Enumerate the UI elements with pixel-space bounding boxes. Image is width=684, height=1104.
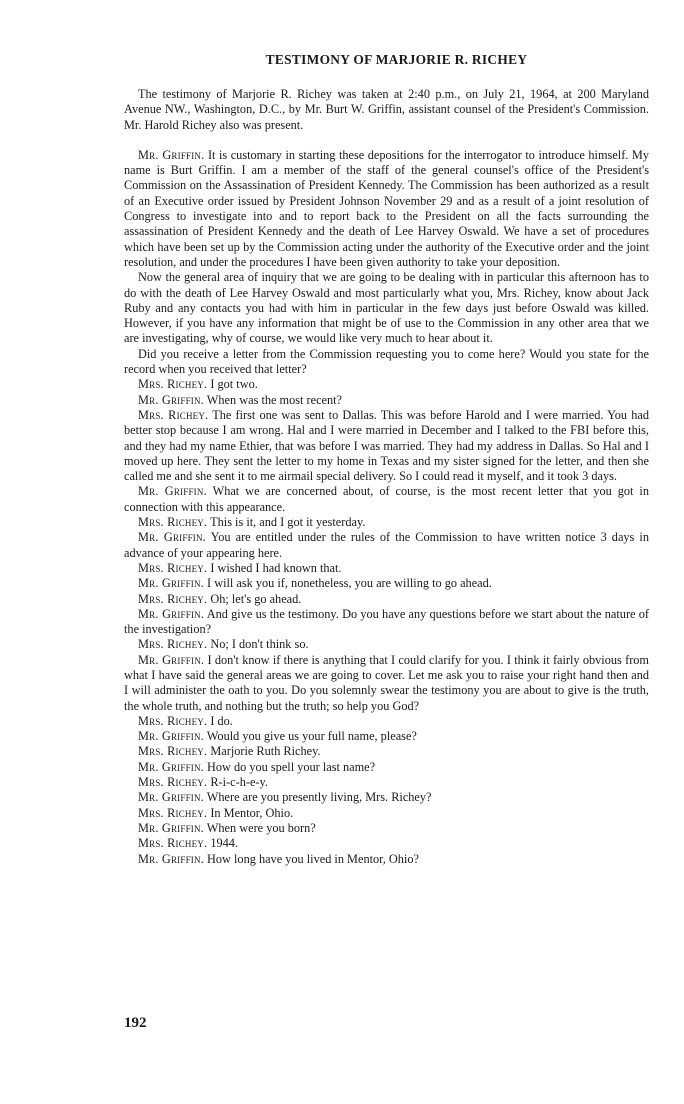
testimony-paragraph [124,836,649,851]
speaker-label: Mr. Griffin. [138,851,204,866]
testimony-paragraph [124,760,649,775]
paragraph-text: When was the most recent? [203,392,343,407]
testimony-body [124,148,649,867]
paragraph-text: Where are you presently living, Mrs. Richey? [203,790,432,805]
speaker-label: Mrs. Richey. [138,805,208,820]
paragraph-text: Did you receive a letter from the Commission requesting you to come here? Would you state for the record when you received that letter? [124,346,649,377]
speaker-label: Mr. Griffin. [138,729,204,744]
testimony-paragraph [124,607,649,638]
testimony-paragraph [124,393,649,408]
document-page [124,52,649,867]
speaker-label: Mrs. Richey. [138,560,208,575]
paragraph-text: How long have you lived in Mentor, Ohio? [203,851,419,866]
testimony-paragraph [124,653,649,714]
speaker-label: Mr. Griffin. [138,392,204,407]
testimony-paragraph [124,377,649,392]
testimony-paragraph [124,561,649,576]
speaker-label: Mr. Griffin. [138,759,204,774]
testimony-paragraph [124,744,649,759]
speaker-label: Mrs. Richey. [138,744,208,759]
speaker-label: Mr. Griffin. [138,606,205,621]
paragraph-text: And give us the testimony. Do you have any questions before we start about the nature of the investigation? [124,606,649,637]
intro-paragraph: The testimony of Marjorie R. Richey was taken at 2:40 p.m., on July 21, 1964, at 200 Maryland Avenue NW., Washington, D.C., by Mr. Burt W. Griffin, assistant counsel of the President's Commission. Mr. Harold Richey also was present. [124,87,649,132]
paragraph-text: I will ask you if, nonetheless, you are willing to go ahead. [203,576,492,591]
speaker-label: Mrs. Richey. [138,515,208,530]
testimony-paragraph [124,637,649,652]
paragraph-text: When were you born? [203,820,316,835]
testimony-paragraph [124,270,649,346]
paragraph-text: Now the general area of inquiry that we are going to be dealing with in particular this afternoon has to do with the death of Lee Harvey Oswald and most particularly what you, Mrs. Richey, know about Jack Ruby and any contacts you had with him in particular in the few days just before Oswald was killed. However, if you have any information that might be of use to the Commission in any other area that we are investigating, why of course, we would like very much to hear about it. [124,270,649,346]
testimony-paragraph [124,347,649,378]
speaker-label: Mr. Griffin. [138,790,204,805]
speaker-label: Mrs. Richey. [138,591,208,606]
testimony-paragraph [124,148,649,270]
speaker-label: Mrs. Richey. [138,836,208,851]
testimony-paragraph [124,530,649,561]
testimony-paragraph [124,821,649,836]
page-title: TESTIMONY OF MARJORIE R. RICHEY [265,52,528,67]
paragraph-text: How do you spell your last name? [203,759,376,774]
speaker-label: Mr. Griffin. [138,576,204,591]
testimony-paragraph [124,576,649,591]
speaker-label: Mr. Griffin. [138,820,204,835]
speaker-label: Mrs. Richey. [138,377,208,392]
testimony-paragraph [124,852,649,867]
paragraph-text: I wished I had known that. [207,560,342,575]
speaker-label: Mr. Griffin. [138,147,205,162]
speaker-label: Mrs. Richey. [138,637,208,652]
speaker-label: Mrs. Richey. [138,407,209,422]
speaker-label: Mr. Griffin. [138,530,206,545]
paragraph-text: It is customary in starting these depositions for the interrogator to introduce himself. My name is Burt Griffin. I am a member of the staff of the general counsel's office of the President's Commission on the Assassination of President Kennedy. The Commission has been authorized as a result of an Executive order issued by President Johnson November 29 and as a result of a joint resolution of Congress to investigate into and to report back to the President on all the facts surrounding the assassination of President Kennedy and the death of Lee Harvey Oswald. We have a set of procedures which have been set up by the Commission acting under the authority of the Executive order and the joint resolution, and under the procedures I have been given authority to take your deposition. [124,147,649,269]
page-number: 192 [124,1015,147,1031]
paragraph-text: 1944. [207,836,239,851]
paragraph-text: No; I don't think so. [207,637,309,652]
testimony-paragraph [124,806,649,821]
testimony-paragraph [124,515,649,530]
paragraph-text: Marjorie Ruth Richey. [207,744,321,759]
speaker-label: Mrs. Richey. [138,713,208,728]
testimony-paragraph [124,729,649,744]
speaker-label: Mrs. Richey. [138,775,208,790]
paragraph-text: I don't know if there is anything that I could clarify for you. I think it fairly obvious from what I have said the general areas we are going to cover. Let me ask you to raise your right hand then and I will administer the oath to you. Do you solemnly swear the testimony you are about to give is the truth, the whole truth, and nothing but the truth; so help you God? [124,652,649,713]
testimony-paragraph [124,592,649,607]
paragraph-text: I got two. [207,377,258,392]
paragraph-text: In Mentor, Ohio. [207,805,294,820]
testimony-paragraph [124,714,649,729]
paragraph-text: What we are concerned about, of course, is the most recent letter that you got in connection with this appearance. [124,484,649,514]
speaker-label: Mr. Griffin. [138,484,207,499]
paragraph-text: Oh; let's go ahead. [207,591,302,606]
paragraph-text: The first one was sent to Dallas. This was before Harold and I were married. You had better stop because I am wrong. Hal and I were married in December and I talked to the FBI before this, and they had my name Ethier, that was before I was married. They had my address in Dallas. So Hal and I moved up here. They sent the letter to my home in Texas and my sister signed for the letter, and then she called me and she sent it to me airmail special delivery. So I could read it myself, and it took 3 days. [124,407,649,484]
paragraph-text: You are entitled under the rules of the Commission to have written notice 3 days in advance of your appearing here. [124,530,649,560]
testimony-paragraph [124,775,649,790]
paragraph-text: This is it, and I got it yesterday. [207,515,366,530]
speaker-label: Mr. Griffin. [138,652,205,667]
paragraph-text: Would you give us your full name, please? [203,729,417,744]
paragraph-text: I do. [207,713,233,728]
paragraph-text: R-i-c-h-e-y. [207,775,268,790]
testimony-paragraph [124,484,649,515]
testimony-paragraph [124,408,649,484]
testimony-paragraph [124,790,649,805]
